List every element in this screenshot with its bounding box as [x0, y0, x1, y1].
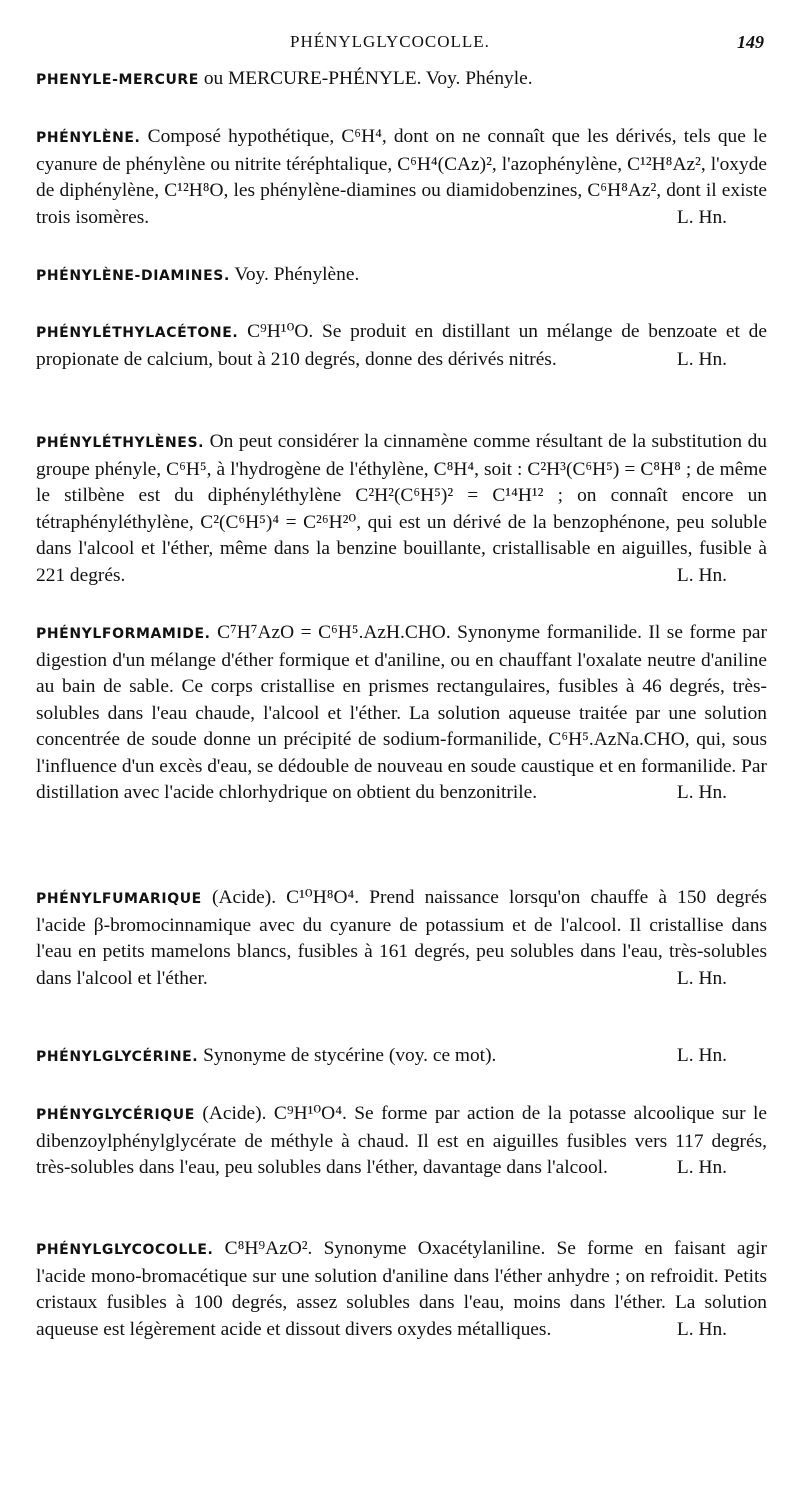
- entry-text: C⁸H⁹AzO². Synonyme Oxacétylaniline. Se forme en faisant agir l'acide mono-bromacétique sur une solution d'aniline dans l'éther anhydre ; on refroidit. Petits cristaux fusibles à 100 degrés, assez solubles dans l'eau, moins dans l'éther. La solution aqueuse est légèrement acide et dissout divers oxydes métalliques.: [36, 1238, 767, 1340]
- entry-author: L. Hn.: [676, 564, 727, 586]
- dictionary-entry: [36, 1043, 767, 1071]
- entry-headword: PHÉNYLGLYCOCOLLE.: [36, 1242, 214, 1258]
- entry-text: ou MERCURE-PHÉNYLE. Voy. Phényle.: [203, 68, 533, 89]
- entry-author: L. Hn.: [676, 967, 727, 989]
- entry-text: (Acide). C¹⁰H⁸O⁴. Prend naissance lorsqu'on chauffe à 150 degrés l'acide β-bromocinnamique avec du cyanure de potassium et de l'alcool. Il cristallise dans l'eau en petits mamelons blancs, fusibles à 161 degrés, peu solubles dans l'eau, très-solubles dans l'alcool et l'éther.: [36, 887, 767, 989]
- dictionary-entry: [36, 124, 767, 231]
- entry-headword: PHÉNYLFUMARIQUE: [36, 891, 202, 907]
- entry-text: On peut considérer la cinnamène comme résultant de la substitution du groupe phényle, C⁶H⁵, à l'hydrogène de l'éthylène, C⁸H⁴, soit : C²H³(C⁶H⁵) = C⁸H⁸ ; de même le stilbène est du diphényléthylène C²H²(C⁶H⁵)² = C¹⁴H¹² ; on connaît encore un tétraphényléthylène, C²(C⁶H⁵)⁴ = C²⁶H²⁰, qui est un dérivé de la benzophénone, peu soluble dans l'alcool et l'éther, même dans la benzine bouillante, cristallisable en aiguilles, fusible à 221 degrés.: [36, 431, 767, 586]
- entry-author: L. Hn.: [676, 782, 727, 803]
- page-header: [0, 32, 800, 56]
- entry-text: C⁷H⁷AzO = C⁶H⁵.AzH.CHO. Synonyme formanilide. Il se forme par digestion d'un mélange d'éther formique et d'aniline, ou en chauffant l'oxalate neutre d'aniline au bain de sable. Ce corps cristallise en prismes rectangulaires, fusibles à 46 degrés, très-solubles dans l'eau chaude, l'alcool et l'éther. La solution aqueuse traitée par une solution concentrée de soude donne un précipité de sodium-formanilide, C⁶H⁵.AzNa.CHO, qui, sous l'influence d'un excès d'eau, se dédouble de nouveau en soude caustique et en formanilide. Par distillation avec l'acide chlorhydrique on obtient du benzonitrile.: [36, 622, 767, 803]
- entry-author: L. Hn.: [676, 1318, 727, 1340]
- entry-headword: PHÉNYLFORMAMIDE.: [36, 626, 211, 642]
- dictionary-entry: [36, 885, 767, 992]
- entry-headword: PHÉNYLÉTHYLACÉTONE.: [36, 325, 239, 341]
- entry-text: Synonyme de stycérine (voy. ce mot).: [203, 1045, 497, 1066]
- entry-headword: PHENYLE-MERCURE: [36, 72, 199, 88]
- dictionary-entry: [36, 429, 767, 589]
- entry-headword: PHÉNYLÉTHYLÈNES.: [36, 435, 205, 451]
- dictionary-entry: [36, 1236, 767, 1343]
- dictionary-entry: [36, 319, 767, 373]
- entry-text: C⁹H¹⁰O. Se produit en distillant un mélange de benzoate et de propionate de calcium, bout à 210 degrés, donne des dérivés nitrés.: [36, 321, 767, 370]
- entry-author: L. Hn.: [676, 1045, 727, 1066]
- entry-headword: PHÉNYLÈNE.: [36, 130, 141, 146]
- entry-text: Composé hypothétique, C⁶H⁴, dont on ne connaît que les dérivés, tels que le cyanure de phénylène ou nitrite téréphtalique, C⁶H⁴(CAz)², l'azophénylène, C¹²H⁸Az², l'oxyde de diphénylène, C¹²H⁸O, les phénylène-diamines ou diamidobenzines, C⁶H⁸Az², dont il existe trois isomères.: [36, 126, 767, 228]
- entry-author: L. Hn.: [676, 348, 727, 370]
- running-title: PHÉNYLGLYCOCOLLE.: [290, 32, 490, 51]
- entry-headword: PHÉNYGLYCÉRIQUE: [36, 1107, 195, 1123]
- page-number: 149: [737, 32, 764, 52]
- entry-headword: PHÉNYLGLYCÉRINE.: [36, 1049, 199, 1065]
- dictionary-entry: [36, 620, 767, 807]
- entry-author: L. Hn.: [676, 206, 727, 228]
- dictionary-entry: [36, 262, 767, 290]
- dictionary-entry: [36, 66, 767, 94]
- entry-author: L. Hn.: [676, 1157, 727, 1178]
- entry-text: (Acide). C⁹H¹⁰O⁴. Se forme par action de la potasse alcoolique sur le dibenzoylphénylglycérate de méthyle à chaud. Il est en aiguilles fusibles vers 117 degrés, très-solubles dans l'eau, peu solubles dans l'éther, davantage dans l'alcool.: [36, 1103, 767, 1178]
- entry-headword: PHÉNYLÈNE-DIAMINES.: [36, 268, 230, 284]
- entry-text: Voy. Phénylène.: [234, 264, 360, 285]
- dictionary-entry: [36, 1101, 767, 1182]
